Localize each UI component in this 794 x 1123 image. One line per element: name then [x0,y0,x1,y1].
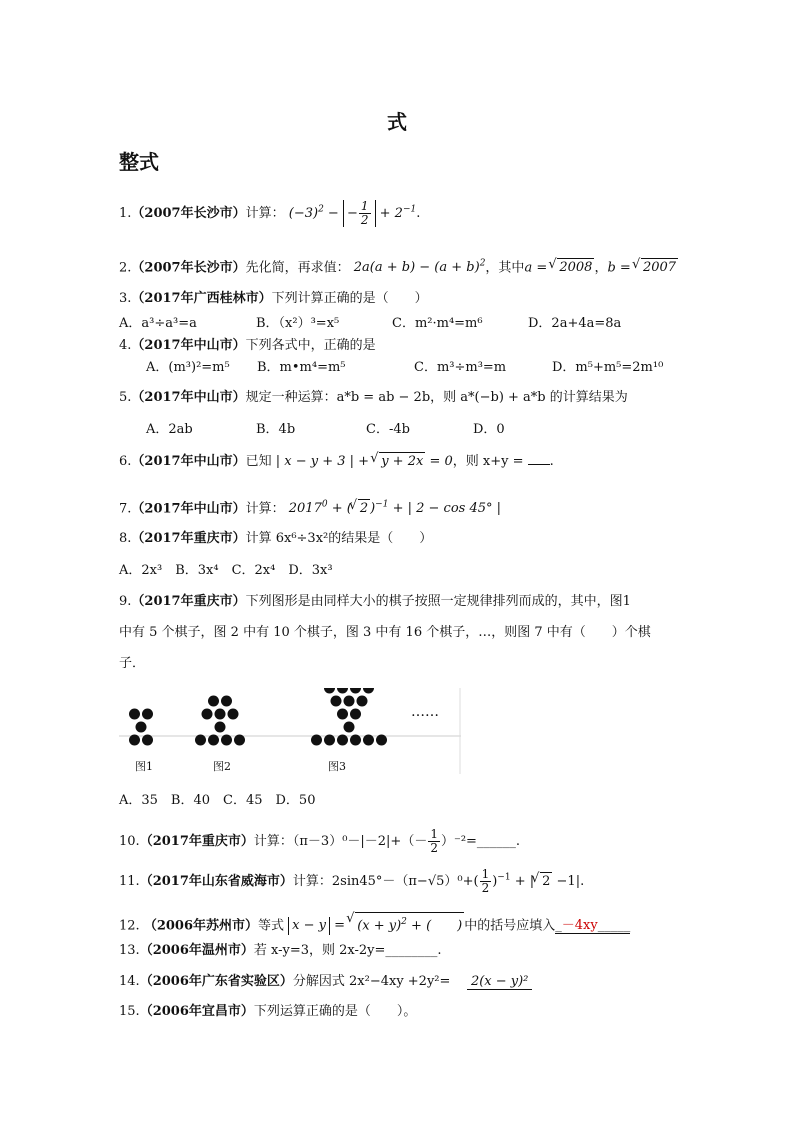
q-source: （2017年中山市） [131,501,246,517]
chess-piece [344,722,355,733]
q-text: 计算：2sin45°－（π−√5）⁰+ [292,874,474,889]
q1-expression: $(-3)^2$ − − $\frac{1}{2}$ + $2^{-1}$ [288,199,417,227]
chess-piece [376,735,387,746]
chess-piece [363,688,374,694]
sqrt-b: √ 2007 [641,258,678,277]
q7-expression: $2017^0$ + (√ 2 )$^{-1}$ + | 2 − cos 45° | [289,501,501,516]
q-source: （2017年重庆市） [139,834,254,849]
option-c: C．m³÷m³=m [414,360,507,375]
chess-piece [350,709,361,720]
question-8 [119,530,432,548]
answer-blank [528,464,550,465]
chess-piece [221,735,232,746]
q8-options: A．2x³ B．3x⁴ C．2x⁴ D．3x³ [119,563,333,578]
question-12: 12. （2006年苏州市）等式 x − y = √ $(x + y)^2$ + ( ) 中的括号应填入_－4xy_____ [119,912,630,935]
q-source: （2017年重庆市） [131,531,246,546]
q-source: （2006年苏州市） [143,918,259,934]
q-text: 下列各式中，正确的是 [245,338,376,353]
q-number: 6. [119,454,132,469]
figure-1-dots [129,709,153,746]
q12-expression: x − y = √ $(x + y)^2$ + ( ) [288,918,464,933]
q-source: （2017年山东省威海市） [139,874,293,889]
option-a: A．a³÷a³=a [119,316,197,331]
chess-piece [215,722,226,733]
chess-piece [228,709,239,720]
figure-2-dots [195,696,245,746]
q-text: 计算 6x⁶÷3x²的结果是（ ） [245,531,433,546]
chess-pattern-svg [119,688,461,774]
ellipsis: …… [411,704,439,720]
question-15 [119,1003,416,1021]
q-text: 下列计算正确的是（ ） [271,291,428,306]
q-number: 1. [119,206,132,221]
question-7 [119,496,501,518]
q-text: 计算： [245,501,285,517]
option-a: A．2ab [146,422,193,437]
q-source: （2017年广西桂林市） [131,291,272,306]
chess-piece [350,735,361,746]
q-source: （2017年中山市） [131,338,246,353]
option-d: D．2a+4a=8a [528,316,622,331]
chess-piece [202,709,213,720]
figure-1-caption: 图1 [135,760,153,773]
chess-piece [337,688,348,694]
q-tail: |. [575,874,585,889]
q-number: 4. [119,338,132,353]
chess-piece [331,696,342,707]
option-c: C．-4b [366,422,410,437]
question-5 [119,389,628,407]
chess-piece [350,688,361,694]
q-text: 若 x-y=3，则 2x-2y=________. [253,943,442,958]
q-source: （2007年长沙市） [131,260,246,276]
q-source: （2006年宜昌市） [139,1004,254,1019]
q-text: 下列运算正确的是（ ）。 [253,1004,417,1019]
question-13 [119,942,442,960]
question-14 [119,973,532,991]
q2-expression: $2a(a + b) - (a + b)^2$ [353,259,486,276]
chess-piece [195,735,206,746]
section-heading: 整式 [119,150,159,174]
q-number: 12. [119,918,140,934]
q-number: 13. [119,943,140,958]
option-b: B．（x²）³=x⁵ [256,316,340,331]
option-c: C．m²·m⁴=m⁶ [392,316,483,331]
option-b: B．m•m⁴=m⁵ [257,360,346,375]
chess-piece [208,696,219,707]
question-11: 11.（2017年山东省威海市）计算：2sin45°－（π−√5）⁰+( $\frac{1}{2}$ )$^{-1}$ + |√ 2 −1|. [119,868,584,895]
chess-piece [215,709,226,720]
q9-text-line-2: 中有 5 个棋子，图 2 中有 10 个棋子，图 3 中有 16 个棋子，…，则图 7 中有（ ）个棋 [119,625,651,640]
question-1 [119,200,420,227]
q-source: （2006年广东省实验区） [139,974,293,989]
question-10: 10.（2017年重庆市）计算：（π－3）⁰－|－2|+（－ $\frac{1}{2}$ ）⁻²=______. [119,827,521,855]
q-number: 2. [119,260,132,276]
q-tail: . [549,454,554,469]
chess-pattern-figure [119,688,461,774]
q-number: 9. [119,594,132,609]
option-d: D．m⁵+m⁵=2m¹⁰ [552,360,664,375]
q-number: 7. [119,501,132,517]
chess-piece [129,709,140,720]
chess-piece [311,735,322,746]
question-2: 2.（2007年长沙市）先化简，再求值： $2a(a + b) - (a + b)^2$，其中a = √ 2008 ，b = √ 2007 [119,255,678,277]
q9-text-line-3: 子． [119,656,146,671]
option-b: B．4b [256,422,296,437]
question-4 [119,337,376,355]
chess-piece [357,696,368,707]
q-text: 等式 [258,918,285,934]
chess-piece [142,735,153,746]
q-source: （2017年重庆市） [131,594,246,609]
figure-3-dots [311,688,387,746]
q-source: （2006年温州市） [139,943,254,958]
q-number: 3. [119,291,132,306]
chess-piece [324,688,335,694]
q-source: （2007年长沙市） [131,206,246,221]
q-text: 先化简，再求值： [245,260,350,276]
q-mid: 中的括号应填入 [464,918,556,934]
question-9 [119,593,631,611]
option-d: D．0 [473,422,505,437]
q-source: （2017年中山市） [131,390,246,405]
chess-piece [363,735,374,746]
chess-piece [136,722,147,733]
question-6 [119,452,554,471]
chess-piece [234,735,245,746]
sqrt-a: √ 2008 [557,258,594,277]
chess-piece [337,735,348,746]
answer-text: －4xy [561,918,598,934]
q-mid: ，其中 [485,260,525,276]
chess-piece [324,735,335,746]
q-text: 规定一种运算：a*b = ab − 2b，则 a*(−b) + a*b 的计算结果为 [245,390,628,405]
q-tail: ）⁻²=______. [440,834,521,849]
q-text: 已知 [245,454,272,469]
q6-expression: | x − y + 3 | + √ y + 2x = 0 [276,454,453,469]
q-text: 计算： [245,206,285,221]
option-a: A．(m³)²=m⁵ [146,360,230,375]
chess-piece [344,696,355,707]
chess-piece [208,735,219,746]
chess-piece [337,709,348,720]
q9-options: A．35 B．40 C．45 D．50 [119,793,316,808]
question-3 [119,290,428,308]
q-mid: ，则 x+y = [452,454,524,469]
q-text: 分解因式 2x²−4xy +2y²= [292,974,451,989]
figure-2-caption: 图2 [213,760,231,773]
figure-3-caption: 图3 [328,760,346,773]
chess-piece [221,696,232,707]
chess-piece [142,709,153,720]
q-number: 5. [119,390,132,405]
q-number: 15. [119,1004,140,1019]
q-number: 10. [119,834,140,849]
q-number: 14. [119,974,140,989]
chess-piece [129,735,140,746]
q-text: 下列图形是由同样大小的棋子按照一定规律排列而成的，其中，图1 [245,594,631,609]
q-text: 计算：（π－3）⁰－|－2|+（－ [253,834,428,849]
q-tail: . [416,206,421,221]
q-number: 8. [119,531,132,546]
doc-title: 式 [387,110,407,134]
q-source: （2017年中山市） [131,454,246,469]
q-number: 11. [119,874,140,889]
answer-text: 2(x − y)² [467,974,532,990]
